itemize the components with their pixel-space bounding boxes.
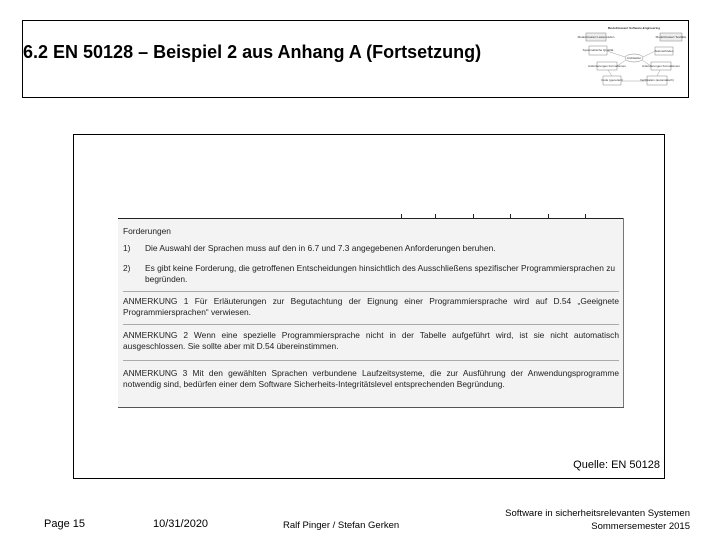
note-2: ANMERKUNG 2 Wenn eine spezielle Programmiersprache nicht in der Tabelle aufgeführt wird, ist sie nicht automatisch ausgeschlossen. Sie sollte aber mit D.54 übereinstimmen. — [123, 330, 619, 351]
excerpt-bottom-rule — [118, 407, 624, 408]
footer-date: 10/31/2020 — [153, 518, 209, 530]
separator — [123, 291, 619, 292]
table-tick — [473, 214, 474, 219]
separator — [123, 360, 619, 361]
diagram-node-2: Modell-basiert Testfälle — [655, 35, 687, 39]
table-tick — [401, 214, 402, 219]
footer-course-line-1: Software in sicherheitsrelevanten Systemen — [505, 508, 690, 519]
table-tick — [548, 214, 549, 219]
excerpt-heading: Forderungen — [123, 226, 171, 236]
diagram-node-4: Testmethoden — [654, 49, 674, 53]
diagram-node-5: Architektur — [626, 56, 642, 60]
excerpt-right-rule — [623, 218, 624, 408]
standard-excerpt — [118, 218, 624, 408]
requirement-item: Die Auswahl der Sprachen muss auf den in 6.7 und 7.3 angegebenen Anforderungen beruhen. — [145, 243, 496, 253]
item-number: 1) — [123, 243, 131, 253]
requirement-item: Es gibt keine Forderung, die getroffenen Entscheidungen hinsichtlich des Ausschließens spezifischer Programmiersprachen zu begründen. — [145, 263, 616, 284]
table-tick — [585, 214, 586, 219]
note-3: ANMERKUNG 3 Mit den gewählten Sprachen verbundene Laufzeitsysteme, die zur Ausführung der Anwendungsprogramme notwendig sind, bedürfen einer dem Software Sicherheits-Integritätslevel entsprechenden Begründung. — [123, 368, 619, 389]
diagram-top-label: Modell-basiert Software-Engineering — [607, 26, 661, 30]
table-tick — [510, 214, 511, 219]
separator — [123, 324, 619, 325]
process-diagram — [577, 24, 687, 94]
footer-course-line-2: Sommersemester 2015 — [591, 521, 690, 532]
diagram-node-6: Anforderungen Formalismen — [587, 64, 627, 68]
diagram-node-9: Verifikation (automatisch) — [640, 78, 674, 82]
footer-authors: Ralf Pinger / Stefan Gerken — [283, 520, 400, 531]
diagram-node-3: Systematische Qualität — [582, 48, 614, 52]
diagram-node-7: Anforderungen Formalismen — [641, 64, 681, 68]
diagram-node-8: Code (generiert) — [601, 78, 623, 82]
source-caption: Quelle: EN 50128 — [573, 459, 660, 471]
table-tick — [435, 214, 436, 219]
note-1: ANMERKUNG 1 Für Erläuterungen zur Begutachtung der Eignung einer Programmiersprache wird auf D.54 „Geeignete Programmiersprachen“ verwiesen. — [123, 296, 619, 317]
slide-title: 6.2 EN 50128 – Beispiel 2 aus Anhang A (Fortsetzung) — [23, 42, 482, 62]
item-number: 2) — [123, 263, 131, 273]
footer-page: Page 15 — [44, 518, 85, 530]
diagram-node-1: Modell-basiert Lastenstufen — [577, 35, 615, 39]
